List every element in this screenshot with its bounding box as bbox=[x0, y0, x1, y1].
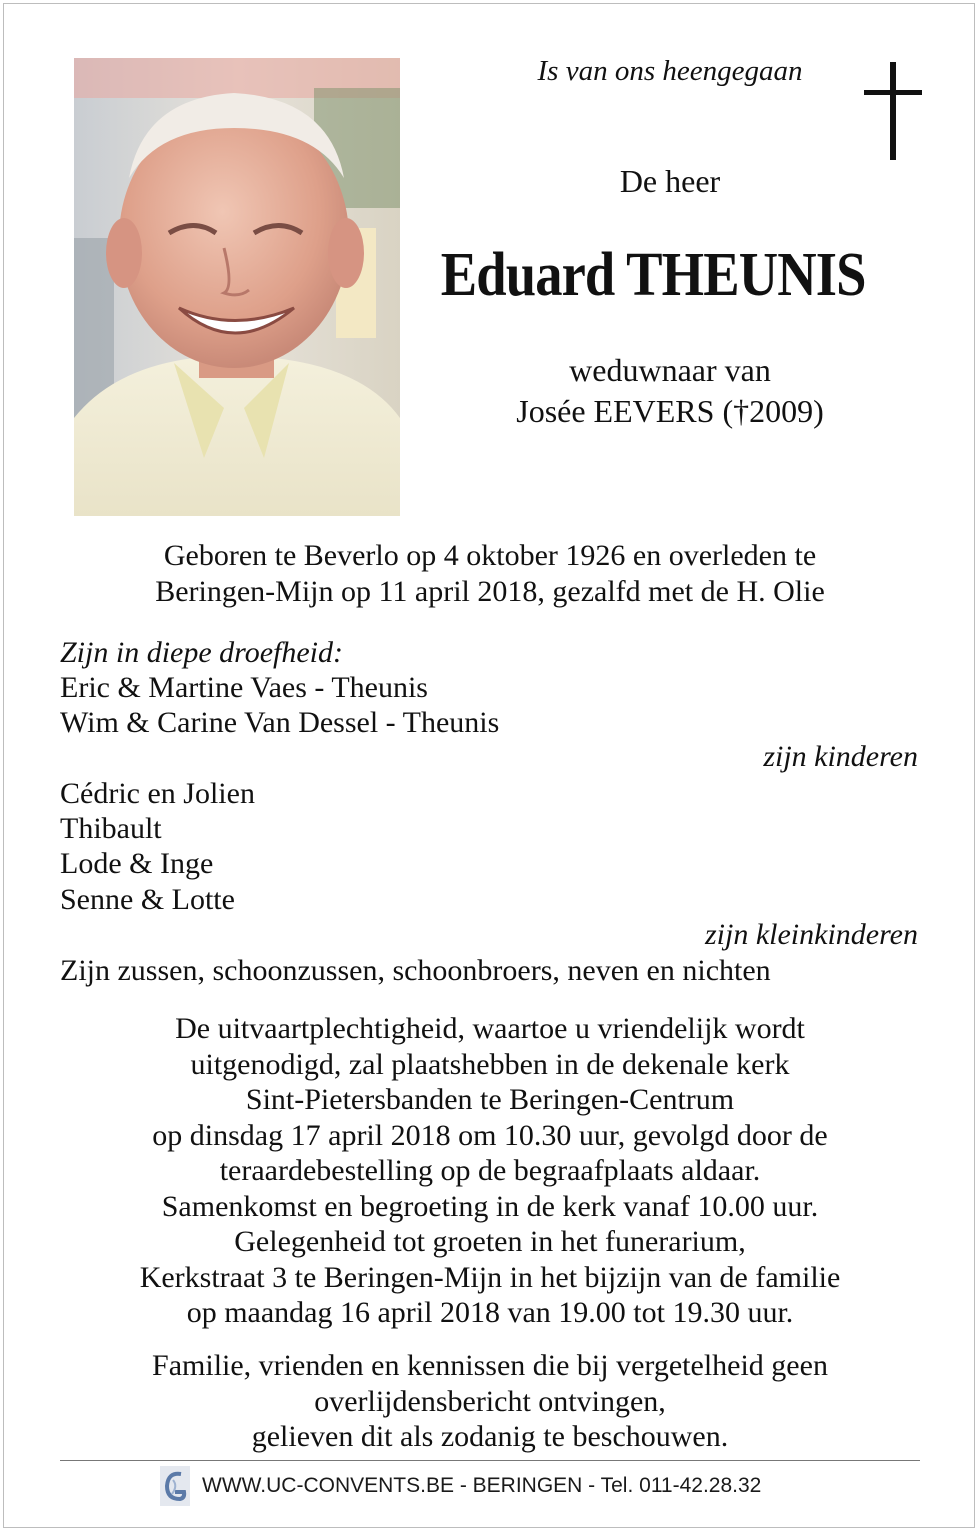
grandchild-line: Senne & Lotte bbox=[60, 883, 235, 916]
funeral-line: op maandag 16 april 2018 van 19.00 tot 19.30 uur. bbox=[186, 1296, 794, 1329]
deceased-name: Eduard THEUNIS bbox=[440, 241, 866, 309]
grandchild-line: Cédric en Jolien bbox=[60, 777, 255, 810]
spouse-name: Josée EEVERS (†2009) bbox=[516, 393, 824, 429]
grandchild-line: Lode & Inge bbox=[60, 847, 214, 880]
funeral-line: Kerkstraat 3 te Beringen-Mijn in het bijzijn van de familie bbox=[139, 1260, 841, 1294]
funeral-line: Samenkomst en begroeting in de kerk vanaf 10.00 uur. bbox=[161, 1189, 819, 1223]
portrait-photo bbox=[74, 58, 400, 516]
funeral-line: uitgenodigd, zal plaatshebben in de dekenale kerk bbox=[190, 1047, 790, 1081]
footer-divider bbox=[60, 1460, 920, 1461]
funeral-line: Sint-Pietersbanden te Beringen-Centrum bbox=[245, 1083, 735, 1116]
birth-death-line: Geboren te Beverlo op 4 oktober 1926 en overleden te bbox=[163, 539, 817, 572]
intro-text: Is van ons heengegaan bbox=[537, 55, 803, 87]
funeral-line: De uitvaartplechtigheid, waartoe u vriendelijk wordt bbox=[175, 1012, 805, 1045]
funeral-line: op dinsdag 17 april 2018 om 10.30 uur, gevolgd door de bbox=[152, 1118, 828, 1152]
closing-line: Familie, vrienden en kennissen die bij vergetelheid geen bbox=[152, 1349, 828, 1382]
closing-line: overlijdensbericht ontvingen, bbox=[314, 1384, 666, 1418]
birth-death-line: Beringen-Mijn op 11 april 2018, gezalfd met de H. Olie bbox=[155, 574, 825, 608]
funeral-line: Gelegenheid tot groeten in het funerarium, bbox=[234, 1225, 746, 1258]
grandchild-line: Thibault bbox=[60, 812, 162, 845]
uc-conventus-logo-icon bbox=[160, 1466, 190, 1506]
funeral-details bbox=[40, 1011, 940, 1331]
other-relatives: Zijn zussen, schoonzussen, schoonbroers, neven en nichten bbox=[60, 954, 771, 987]
honorific: De heer bbox=[619, 163, 721, 199]
spouse-label: weduwnaar van bbox=[569, 352, 771, 388]
footer-text[interactable]: WWW.UC-CONVENTS.BE - BERINGEN - Tel. 011-42.28.32 bbox=[202, 1474, 762, 1497]
mourners-intro: Zijn in diepe droefheid: bbox=[60, 636, 344, 669]
child-line: Wim & Carine Van Dessel - Theunis bbox=[60, 706, 500, 739]
closing-line: gelieven dit als zodanig te beschouwen. bbox=[251, 1420, 729, 1453]
children-label: zijn kinderen bbox=[763, 740, 918, 773]
birth-death-block bbox=[40, 538, 940, 609]
closing-note bbox=[40, 1348, 940, 1455]
grandchildren-label: zijn kleinkinderen bbox=[705, 918, 918, 951]
footer bbox=[160, 1466, 761, 1506]
child-line: Eric & Martine Vaes - Theunis bbox=[60, 671, 428, 704]
funeral-line: teraardebestelling op de begraafplaats aldaar. bbox=[219, 1154, 761, 1187]
